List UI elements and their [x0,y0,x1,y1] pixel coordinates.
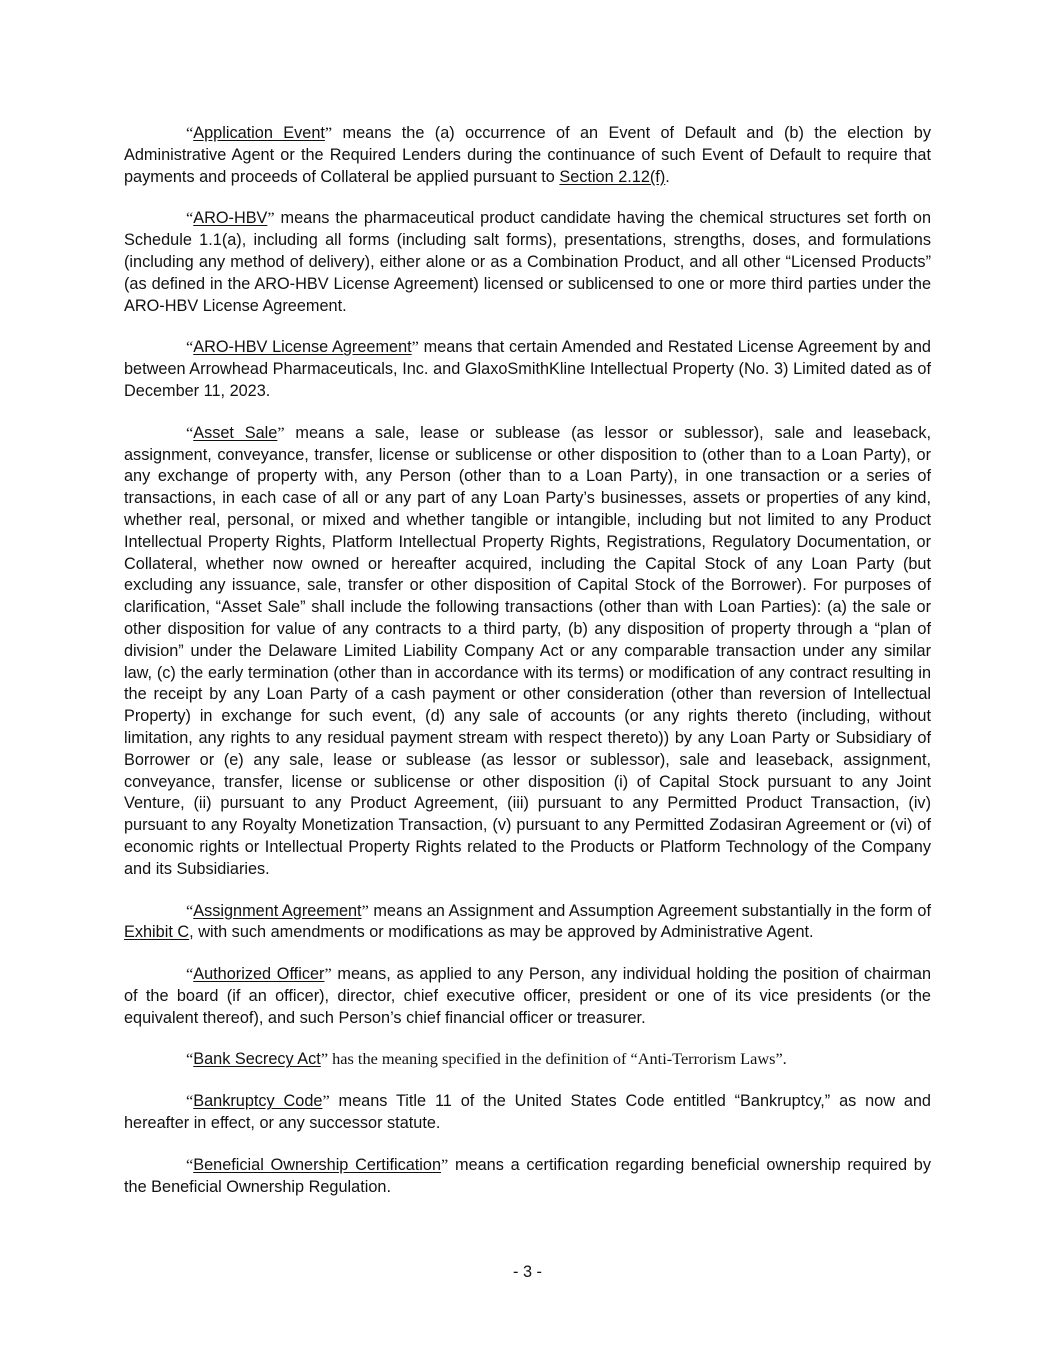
defined-term: Authorized Officer [193,965,325,984]
definition-bankruptcy-code: “Bankruptcy Code” means Title 11 of the United States Code entitled “Bankruptcy,” as now and hereafter in effect, or any successor statute. [124,1091,931,1133]
definition-bank-secrecy-act: “Bank Secrecy Act” has the meaning specified in the definition of “Anti-Terrorism Laws”. [186,1049,787,1069]
definition-text: has the meaning specified in the definition of “Anti-Terrorism Laws”. [328,1049,787,1069]
defined-term: ARO-HBV License Agreement [193,338,412,357]
definition-application-event: “Application Event” means the (a) occurrence of an Event of Default and (b) the election by Administrative Agent or the Required Lenders during the continuance of such Event of Default to require that payments and proceeds of Collateral be applied pursuant to Section 2.12(f). [124,123,931,186]
definition-beneficial-ownership-certification: “Beneficial Ownership Certification” means a certification regarding beneficial ownership required by the Beneficial Ownership Regulation. [124,1154,931,1196]
cross-reference-link[interactable]: Section 2.12(f) [559,167,666,186]
document-body [124,122,931,1217]
defined-term: Bankruptcy Code [193,1092,323,1111]
definition-text: means that certain Amended and Restated License Agreement by and between Arrowhead Pharmaceuticals, Inc. and GlaxoSmithKline Intellectual Property (No. 3) Limited dated as of December 11, 2023. [124,338,931,400]
definition-aro-hbv: “ARO-HBV” means the pharmaceutical product candidate having the chemical structures set forth on Schedule 1.1(a), including all forms (including salt forms), presentations, strengths, doses, and formulations (including any method of delivery), either alone or as a Combination Product, and all other “Licensed Products” (as defined in the ARO-HBV License Agreement) licensed or sublicensed to one or more third parties under the ARO-HBV License Agreement. [124,208,931,315]
definition-aro-hbv-license-agreement: “ARO-HBV License Agreement” means that certain Amended and Restated License Agreement by and between Arrowhead Pharmaceuticals, Inc. and GlaxoSmithKline Intellectual Property (No. 3) Limited dated as of December 11, 2023. [124,337,931,400]
definition-authorized-officer: “Authorized Officer” means, as applied to any Person, any individual holding the position of chairman of the board (if an officer), director, chief executive officer, president or one of its vice presidents (or the equivalent thereof), and such Person’s chief financial officer or treasurer. [124,964,931,1027]
definition-text: means, as applied to any Person, any individual holding the position of chairman of the board (if an officer), director, chief executive officer, president or one of its vice presidents (or the equivalent thereof), and such Person’s chief financial officer or treasurer. [124,965,931,1027]
defined-term: Beneficial Ownership Certification [193,1155,442,1174]
defined-term: Asset Sale [193,423,278,442]
definition-text: means the pharmaceutical product candidate having the chemical structures set forth on Schedule 1.1(a), including all forms (including salt forms), presentations, strengths, doses, and formulations (including any method of delivery), either alone or as a Combination Product, and all other “Licensed Products” (as defined in the ARO-HBV License Agreement) licensed or sublicensed to one or more third parties under the ARO-HBV License Agreement. [124,209,931,315]
definition-text: means the (a) occurrence of an Event of Default and (b) the election by Administrative Agent or the Required Lenders during the continuance of such Event of Default to require that payments and proceeds of Collateral be applied pursuant to [124,124,931,186]
page-number: - 3 - [513,1263,542,1281]
defined-term: Bank Secrecy Act [193,1050,321,1069]
definition-assignment-agreement: “Assignment Agreement” means an Assignment and Assumption Agreement substantially in the form of Exhibit C, with such amendments or modifications as may be approved by Administrative Agent. [124,900,931,942]
defined-term: ARO-HBV [193,209,268,228]
defined-term: Application Event [193,124,325,142]
cross-reference-link[interactable]: Exhibit C [124,923,190,942]
definition-text: means a sale, lease or sublease (as lessor or sublessor), sale and leaseback, assignment, conveyance, transfer, license or sublicense or other disposition to (other than to a Loan Party), or any exchange of property with, any Person (other than to a Loan Party), in one transaction or a series of transactions, in each case of all or any part of any Loan Party’s businesses, assets or properties of any kind, whether real, personal, or mixed and whether tangible or intangible, including but not limited to any Product Intellectual Property Rights, Platform Intellectual Property Rights, Registrations, Regulatory Documentation, or Collateral, whether now owned or hereafter acquired, including the Capital Stock of any Loan Party (but excluding any issuance, sale, transfer or other disposition of Capital Stock of the Borrower). For purposes of clarification, “Asset Sale” shall include the following transactions (other than with Loan Parties): (a) the sale or other disposition for value of any contracts to a third party, (b) any disposition of property through a “plan of division” under the Delaware Limited Liability Company Act or any comparable transaction under any similar law, (c) the early termination (other than in accordance with its terms) or modification of any contract resulting in the receipt by any Loan Party of a cash payment or other consideration (other than reversion of Intellectual Property) in exchange for such event, (d) any sale of accounts (or any rights thereto (including, without limitation, any rights to any residual payment stream with respect thereto)) by any Loan Party or Subsidiary of Borrower or (e) any sale, lease or sublease (as lessor or sublessor), sale and leaseback, assignment, conveyance, transfer, license or sublicense or other disposition (i) of Capital Stock pursuant to any Joint Venture, (ii) pursuant to any Product Agreement, (iii) pursuant to any Permitted Product Transaction, (iv) pursuant to any Royalty Monetization Transaction, (v) pursuant to any Permitted Zodasiran Agreement or (vi) of economic rights or Intellectual Property Rights related to the Products or Platform Technology of the Company and its Subsidiaries. [124,423,931,878]
definition-text: means a certification regarding beneficial ownership required by the Beneficial Ownership Regulation. [124,1155,931,1196]
definition-text: means Title 11 of the United States Code entitled “Bankruptcy,” as now and hereafter in effect, or any successor statute. [124,1092,931,1133]
definition-text: means an Assignment and Assumption Agreement substantially in the form of [368,901,931,920]
definition-asset-sale: “Asset Sale” means a sale, lease or sublease (as lessor or sublessor), sale and leaseback, assignment, conveyance, transfer, license or sublicense or other disposition to (other than to a Loan Party), or any exchange of property with, any Person (other than to a Loan Party), in one transaction or a series of transactions, in each case of all or any part of any Loan Party’s businesses, assets or properties of any kind, whether real, personal, or mixed and whether tangible or intangible, including but not limited to any Product Intellectual Property Rights, Platform Intellectual Property Rights, Registrations, Regulatory Documentation, or Collateral, whether now owned or hereafter acquired, including the Capital Stock of any Loan Party (but excluding any issuance, sale, transfer or other disposition of Capital Stock of the Borrower). For purposes of clarification, “Asset Sale” shall include the following transactions (other than with Loan Parties): (a) the sale or other disposition for value of any contracts to a third party, (b) any disposition of property through a “plan of division” under the Delaware Limited Liability Company Act or any comparable transaction under any similar law, (c) the early termination (other than in accordance with its terms) or modification of any contract resulting in the receipt by any Loan Party of a cash payment or other consideration (other than reversion of Intellectual Property) in exchange for such event, (d) any sale of accounts (or any rights thereto (including, without limitation, any rights to any residual payment stream with respect thereto)) by any Loan Party or Subsidiary of Borrower or (e) any sale, lease or sublease (as lessor or sublessor), sale and leaseback, assignment, conveyance, transfer, license or sublicense or other disposition (i) of Capital Stock pursuant to any Joint Venture, (ii) pursuant to any Product Agreement, (iii) pursuant to any Permitted Product Transaction, (iv) pursuant to any Royalty Monetization Transaction, (v) pursuant to any Permitted Zodasiran Agreement or (vi) of economic rights or Intellectual Property Rights related to the Products or Platform Technology of the Company and its Subsidiaries. [124,422,931,878]
defined-term: Assignment Agreement [193,901,362,920]
